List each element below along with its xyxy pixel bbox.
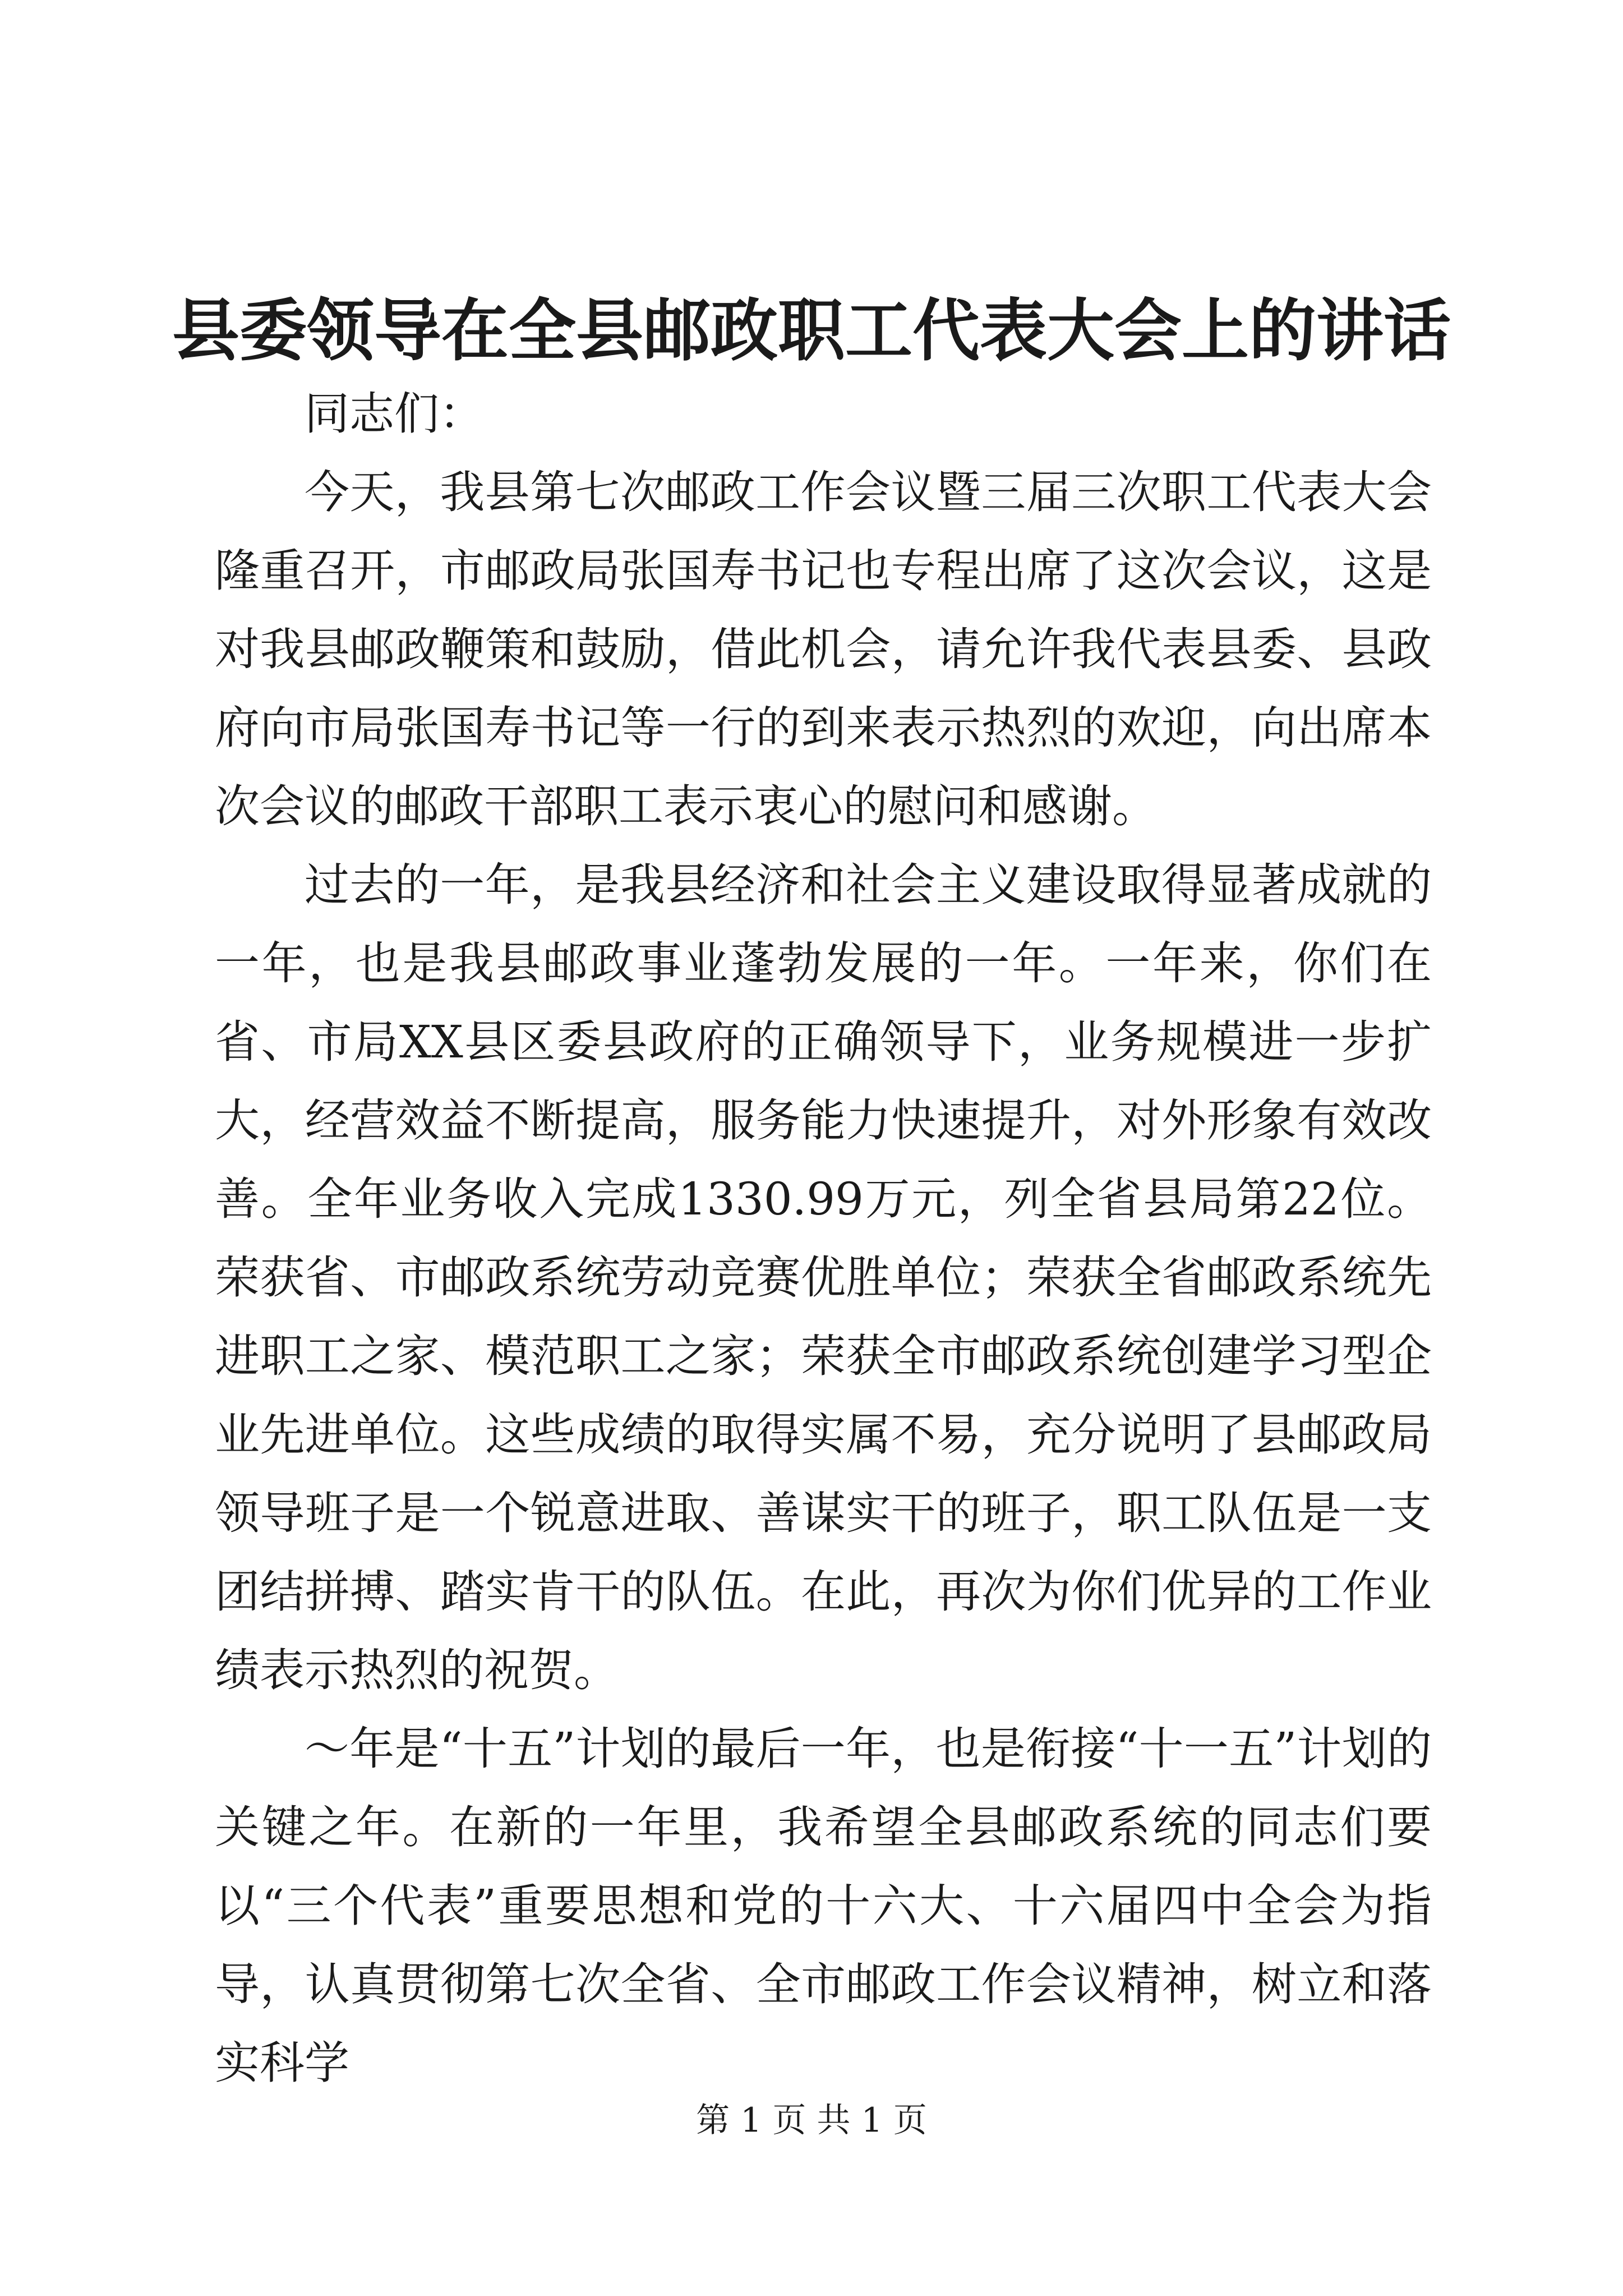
- page-footer: 第 1 页 共 1 页: [696, 2101, 927, 2140]
- paragraph-2: 过去的一年，是我县经济和社会主义建设取得显著成就的一年，也是我县邮政事业蓬勃发展的一年。一年来，你们在省、市局XX县区委县政府的正确领导下，业务规模进一步扩大，经营效益不断提高，服务能力快速提升，对外形象有效改善。全年业务收入完成1330.99万元，列全省县局第22位。荣获省、市邮政系统劳动竞赛优胜单位；荣获全省邮政系统先进职工之家、模范职工之家；荣获全市邮政系统创建学习型企业先进单位。这些成绩的取得实属不易，充分说明了县邮政局领导班子是一个锐意进取、善谋实干的班子，职工队伍是一支团结拼搏、踏实肯干的队伍。在此，再次为你们优异的工作业绩表示热烈的祝贺。: [215, 859, 1432, 1696]
- salutation: 同志们：: [305, 388, 484, 440]
- paragraph-3: ～年是“十五”计划的最后一年，也是衔接“十一五”计划的关键之年。在新的一年里，我希望全县邮政系统的同志们要以“三个代表”重要思想和党的十六大、十六届四中全会为指导，认真贯彻第七次全省、全市邮政工作会议精神，树立和落实科学: [215, 1723, 1432, 2089]
- document-title: 县委领导在全县邮政职工代表大会上的讲话: [172, 291, 1451, 370]
- paragraph-1: 今天，我县第七次邮政工作会议暨三届三次职工代表大会隆重召开，市邮政局张国寿书记也专程出席了这次会议，这是对我县邮政鞭策和鼓励，借此机会，请允许我代表县委、县政府向市局张国寿书记等一行的到来表示热烈的欢迎，向出席本次会议的邮政干部职工表示衷心的慰问和感谢。: [215, 466, 1432, 832]
- document-body: [215, 375, 1432, 2102]
